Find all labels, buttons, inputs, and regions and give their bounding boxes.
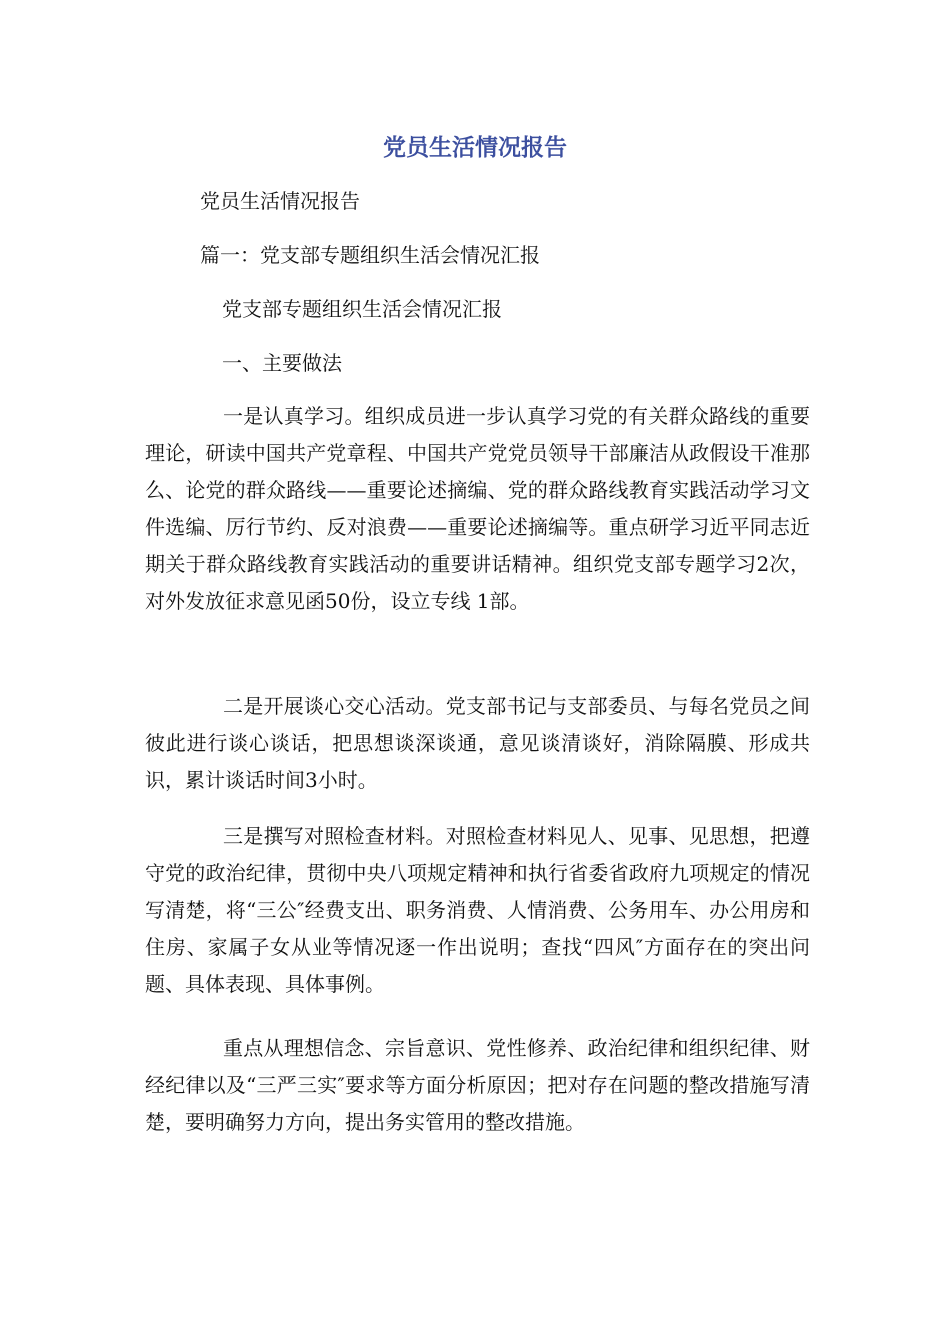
paragraph-study: 一是认真学习。组织成员进一步认真学习党的有关群众路线的重要理论，研读中国共产党章程、中国共产党党员领导干部廉洁从政假设干准那么、论党的群众路线——重要论述摘编、党的群众路线教育实践活动学习文件选编、厉行节约、反对浪费——重要论述摘编等。重点研学习近平同志近期关于群众路线教育实践活动的重要讲话精神。组织党支部专题学习2次，对外发放征求意见函50份，设立专线 1部。 bbox=[145, 404, 810, 613]
document-title: 党员生活情况报告 bbox=[383, 135, 567, 161]
section-heading: 一、主要做法 bbox=[222, 351, 342, 375]
chapter-heading: 篇一：党支部专题组织生活会情况汇报 bbox=[200, 243, 540, 267]
paragraph-heart-talks: 二是开展谈心交心活动。党支部书记与支部委员、与每名党员之间彼此进行谈心谈话，把思想谈深谈通，意见谈清谈好，消除隔膜、形成共识，累计谈话时间3小时。 bbox=[145, 694, 810, 792]
paragraph-self-review: 三是撰写对照检查材料。对照检查材料见人、见事、见思想，把遵守党的政治纪律，贯彻中央八项规定精神和执行省委省政府九项规定的情况写清楚，将“三公″经费支出、职务消费、人情消费、公务用车、办公用房和住房、家属子女从业等情况逐一作出说明；查找“四风″方面存在的突出问题、具体表现、具体事例。 bbox=[145, 824, 810, 996]
document-subtitle: 党员生活情况报告 bbox=[200, 189, 360, 213]
section-title: 党支部专题组织生活会情况汇报 bbox=[222, 297, 502, 321]
paragraph-analysis: 重点从理想信念、宗旨意识、党性修养、政治纪律和组织纪律、财经纪律以及“三严三实″要求等方面分析原因；把对存在问题的整改措施写清楚，要明确努力方向，提出务实管用的整改措施。 bbox=[145, 1036, 810, 1134]
